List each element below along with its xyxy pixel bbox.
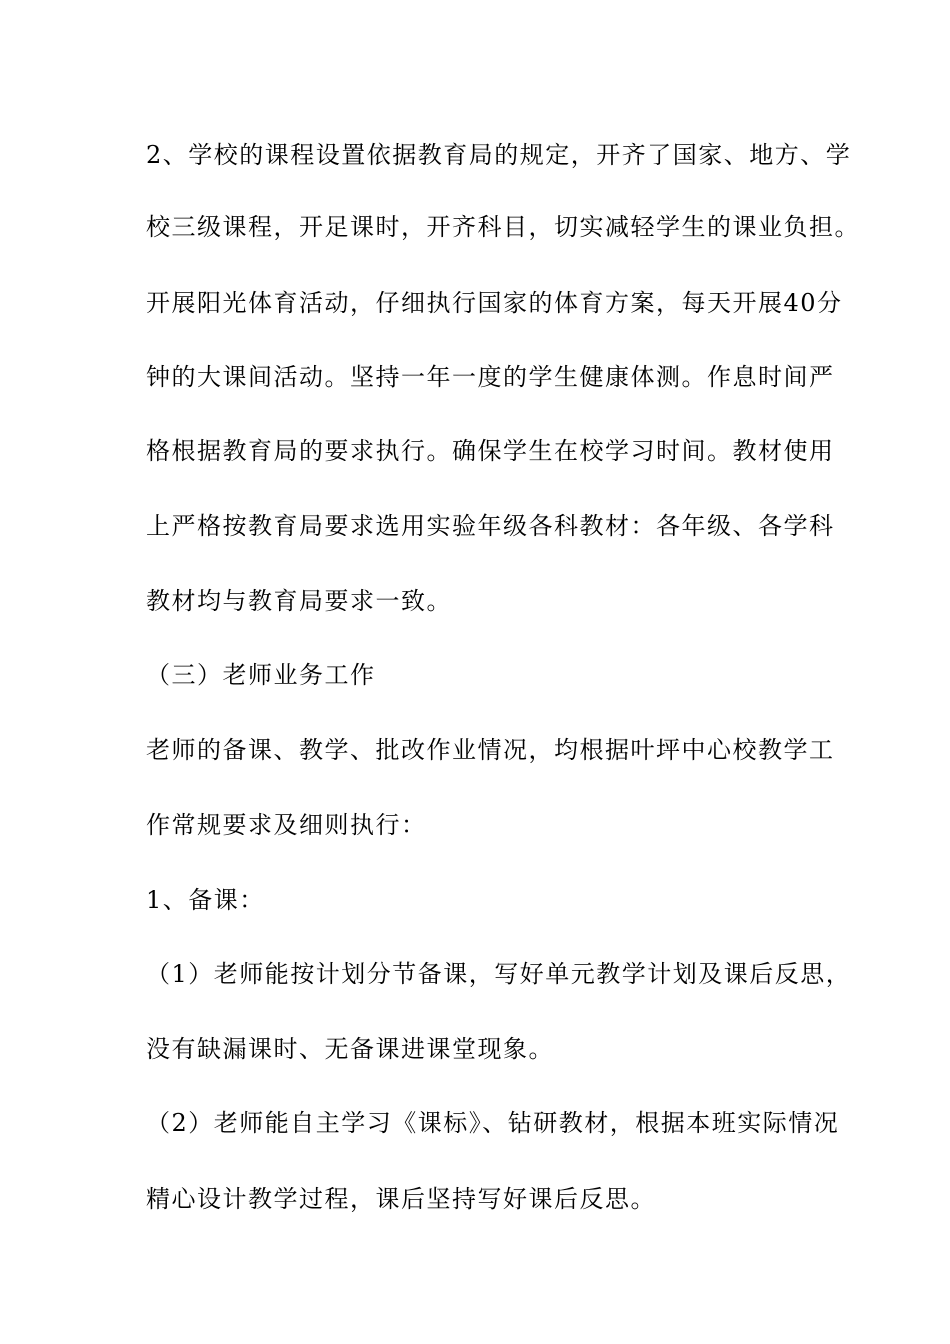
text-line: 钟的大课间活动。坚持一年一度的学生健康体测。作息时间严 — [146, 363, 835, 391]
text-line: 作常规要求及细则执行： — [146, 811, 427, 839]
text-line: 精心设计教学过程，课后坚持写好课后反思。 — [146, 1185, 656, 1213]
text-line: 校三级课程，开足课时，开齐科目，切实减轻学生的课业负担。 — [146, 213, 860, 241]
text-line: 2、学校的课程设置依据教育局的规定，开齐了国家、地方、学 — [146, 141, 852, 169]
subsection-heading: 1、备课： — [146, 886, 265, 914]
text-line: 开展阳光体育活动，仔细执行国家的体育方案，每天开展40分 — [146, 289, 843, 317]
text-line: 没有缺漏课时、无备课进课堂现象。 — [146, 1035, 554, 1063]
text-line: 老师的备课、教学、批改作业情况，均根据叶坪中心校教学工 — [146, 736, 835, 764]
text-line: （1）老师能按计划分节备课，写好单元教学计划及课后反思， — [146, 960, 852, 988]
text-line: 上严格按教育局要求选用实验年级各科教材：各年级、各学科 — [146, 512, 835, 540]
text-line: 教材均与教育局要求一致。 — [146, 587, 452, 615]
section-heading: （三）老师业务工作 — [146, 661, 376, 689]
text-line: （2）老师能自主学习《课标》、钻研教材，根据本班实际情况 — [146, 1109, 840, 1137]
text-line: 格根据教育局的要求执行。确保学生在校学习时间。教材使用 — [146, 437, 835, 465]
